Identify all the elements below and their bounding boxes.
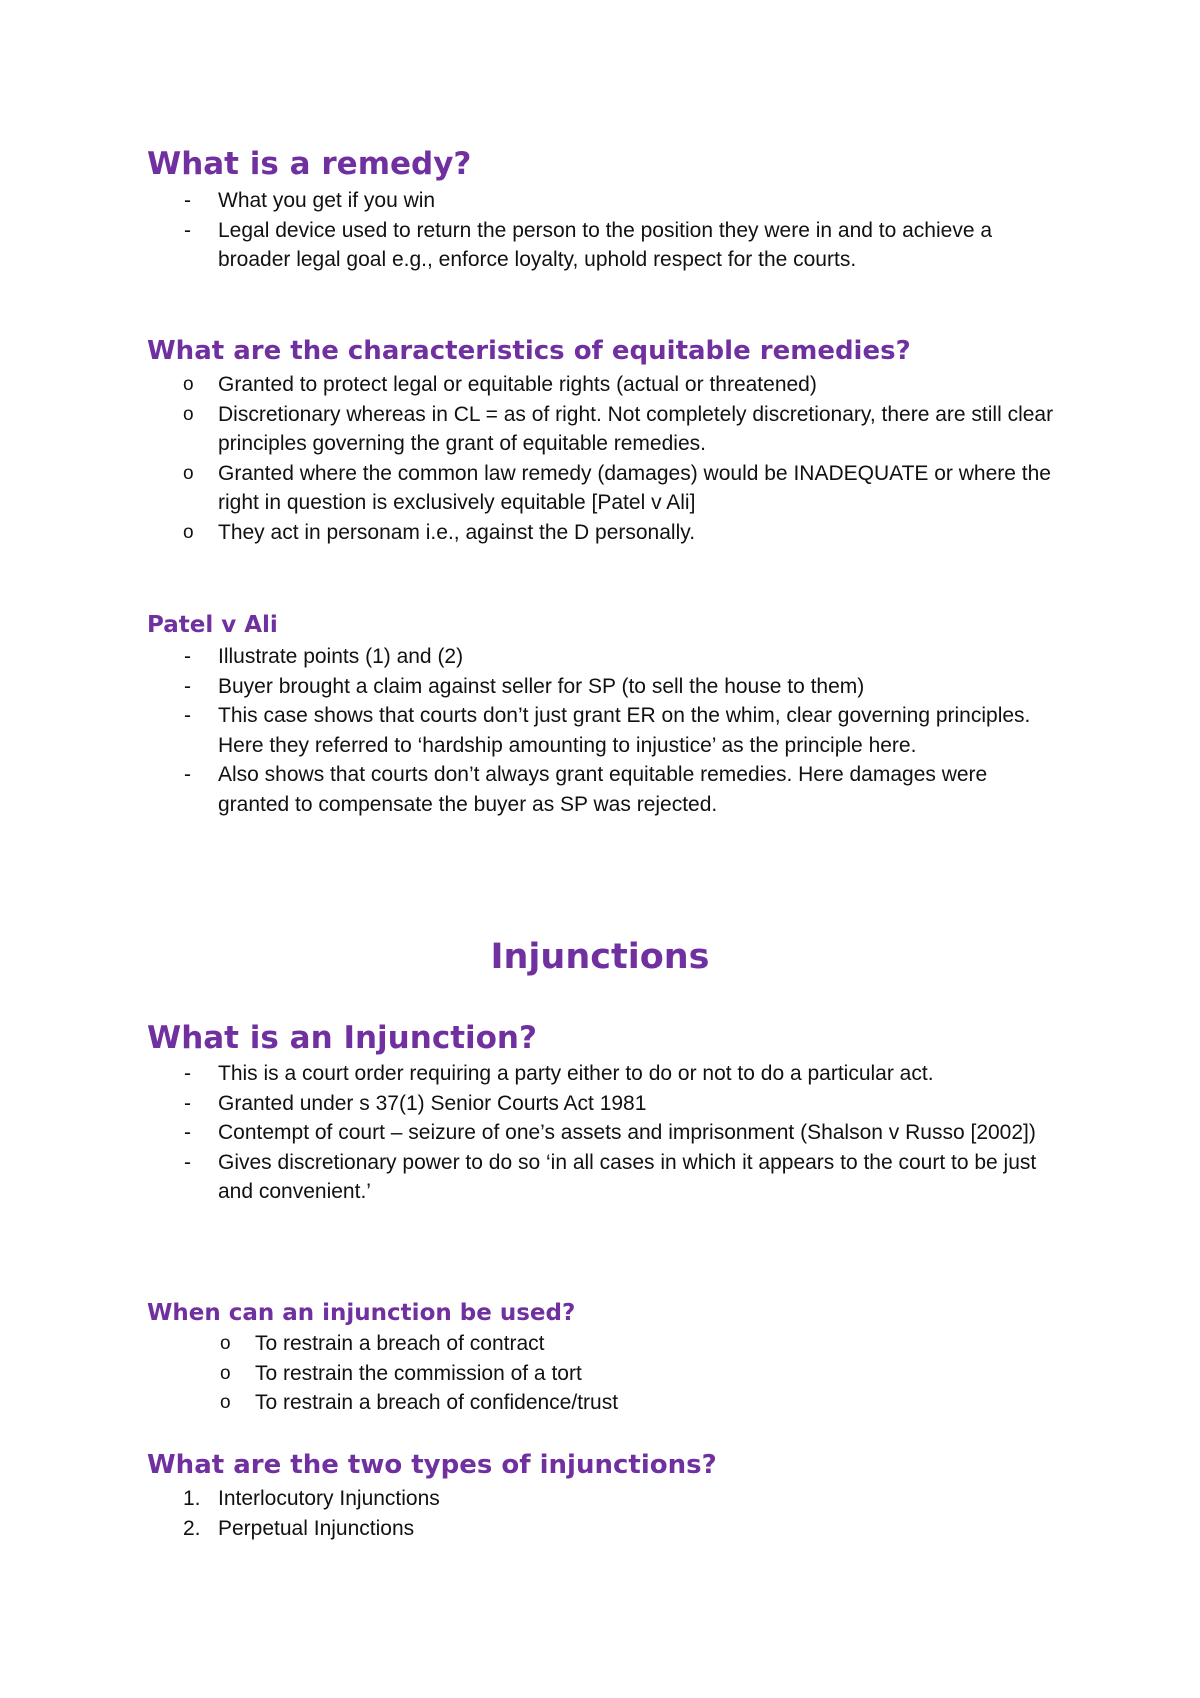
dash-bullet: - (184, 1091, 191, 1115)
when-used-list (0, 1329, 1065, 1418)
list-item (0, 672, 1058, 702)
heading-patel-v-ali: Patel v Ali (147, 612, 278, 638)
list-item-text: What you get if you win (218, 189, 436, 212)
dash-bullet: - (184, 218, 191, 242)
remedy-list (0, 186, 1058, 275)
list-item (0, 1359, 1065, 1389)
circle-bullet: o (183, 521, 194, 543)
circle-bullet: o (220, 1362, 231, 1384)
list-item (0, 1118, 1058, 1148)
list-item (0, 1089, 1058, 1119)
list-item (0, 760, 1058, 819)
list-item (0, 216, 1058, 275)
list-item-text: Contempt of court – seizure of one’s assets and imprisonment (Shalson v Russo [2002]) (218, 1121, 1036, 1144)
list-item (0, 518, 1058, 548)
dash-bullet: - (184, 704, 191, 727)
list-item-text: Illustrate points (1) and (2) (218, 645, 464, 668)
list-item (0, 459, 1058, 518)
circle-bullet: o (183, 462, 194, 484)
list-item-text: Also shows that courts don’t always grant equitable remedies. Here damages were granted to compensate the buyer as SP was rejected. (218, 763, 988, 816)
list-item-text: Interlocutory Injunctions (218, 1487, 440, 1510)
list-item-text: Discretionary whereas in CL = as of right. Not completely discretionary, there are still clear principles governing the grant of equitable remedies. (218, 402, 1054, 455)
characteristics-list (0, 370, 1058, 547)
list-item (0, 1388, 1065, 1418)
list-item-text: Perpetual Injunctions (218, 1516, 415, 1540)
list-item (0, 1148, 1058, 1207)
list-item-text: This is a court order requiring a party either to do or not to do a particular act. (218, 1062, 934, 1085)
dash-bullet: - (184, 674, 191, 698)
injunctions-title: Injunctions (490, 937, 710, 977)
number-marker: 2. (183, 1516, 201, 1540)
circle-bullet: o (183, 374, 194, 395)
circle-bullet: o (183, 403, 194, 425)
list-item (0, 701, 1058, 760)
list-item (0, 186, 1058, 216)
heading-what-is-an-injunction: What is an Injunction? (147, 1020, 537, 1056)
dash-bullet: - (184, 1121, 191, 1144)
list-item-text: Legal device used to return the person to the position they were in and to achieve a broader legal goal e.g., enforce loyalty, uphold respect for the courts. (218, 218, 993, 271)
list-item (0, 370, 1058, 400)
list-item-text: To restrain the commission of a tort (255, 1361, 582, 1385)
list-item-text: Granted where the common law remedy (damages) would be INADEQUATE or where the right in question is exclusively equitable [Patel v Ali] (218, 461, 1051, 514)
types-list (0, 1484, 1058, 1543)
heading-when-can-injunction-be-used: When can an injunction be used? (147, 1300, 576, 1326)
circle-bullet: o (220, 1392, 231, 1413)
dash-bullet: - (184, 763, 191, 786)
list-item (0, 1329, 1065, 1359)
list-item (0, 642, 1058, 672)
dash-bullet: - (184, 1150, 191, 1174)
injunction-list (0, 1059, 1058, 1207)
heading-what-is-a-remedy: What is a remedy? (147, 146, 472, 182)
list-item (0, 1059, 1058, 1089)
heading-characteristics: What are the characteristics of equitable remedies? (147, 336, 911, 366)
dash-bullet: - (184, 645, 191, 668)
list-item-text: Buyer brought a claim against seller for SP (to sell the house to them) (218, 674, 865, 698)
list-item (0, 400, 1058, 459)
circle-bullet: o (220, 1333, 231, 1354)
list-item-text: To restrain a breach of contract (255, 1332, 545, 1355)
list-item-text: This case shows that courts don’t just grant ER on the whim, clear governing principles. Here they referred to ‘hardship amounting to injustice’ as the principle here. (218, 704, 1031, 757)
heading-two-types: What are the two types of injunctions? (147, 1450, 717, 1480)
dash-bullet: - (184, 189, 191, 212)
list-item-text: Gives discretionary power to do so ‘in all cases in which it appears to the court to be just and convenient.’ (218, 1150, 1037, 1203)
list-item-text: Granted to protect legal or equitable rights (actual or threatened) (218, 373, 817, 396)
list-item-text: To restrain a breach of confidence/trust (255, 1391, 619, 1414)
dash-bullet: - (184, 1062, 191, 1085)
list-item (0, 1514, 1058, 1544)
number-marker: 1. (183, 1487, 201, 1510)
patel-list (0, 642, 1058, 819)
list-item-text: Granted under s 37(1) Senior Courts Act 1981 (218, 1091, 647, 1115)
list-item (0, 1484, 1058, 1514)
list-item-text: They act in personam i.e., against the D personally. (218, 520, 696, 544)
